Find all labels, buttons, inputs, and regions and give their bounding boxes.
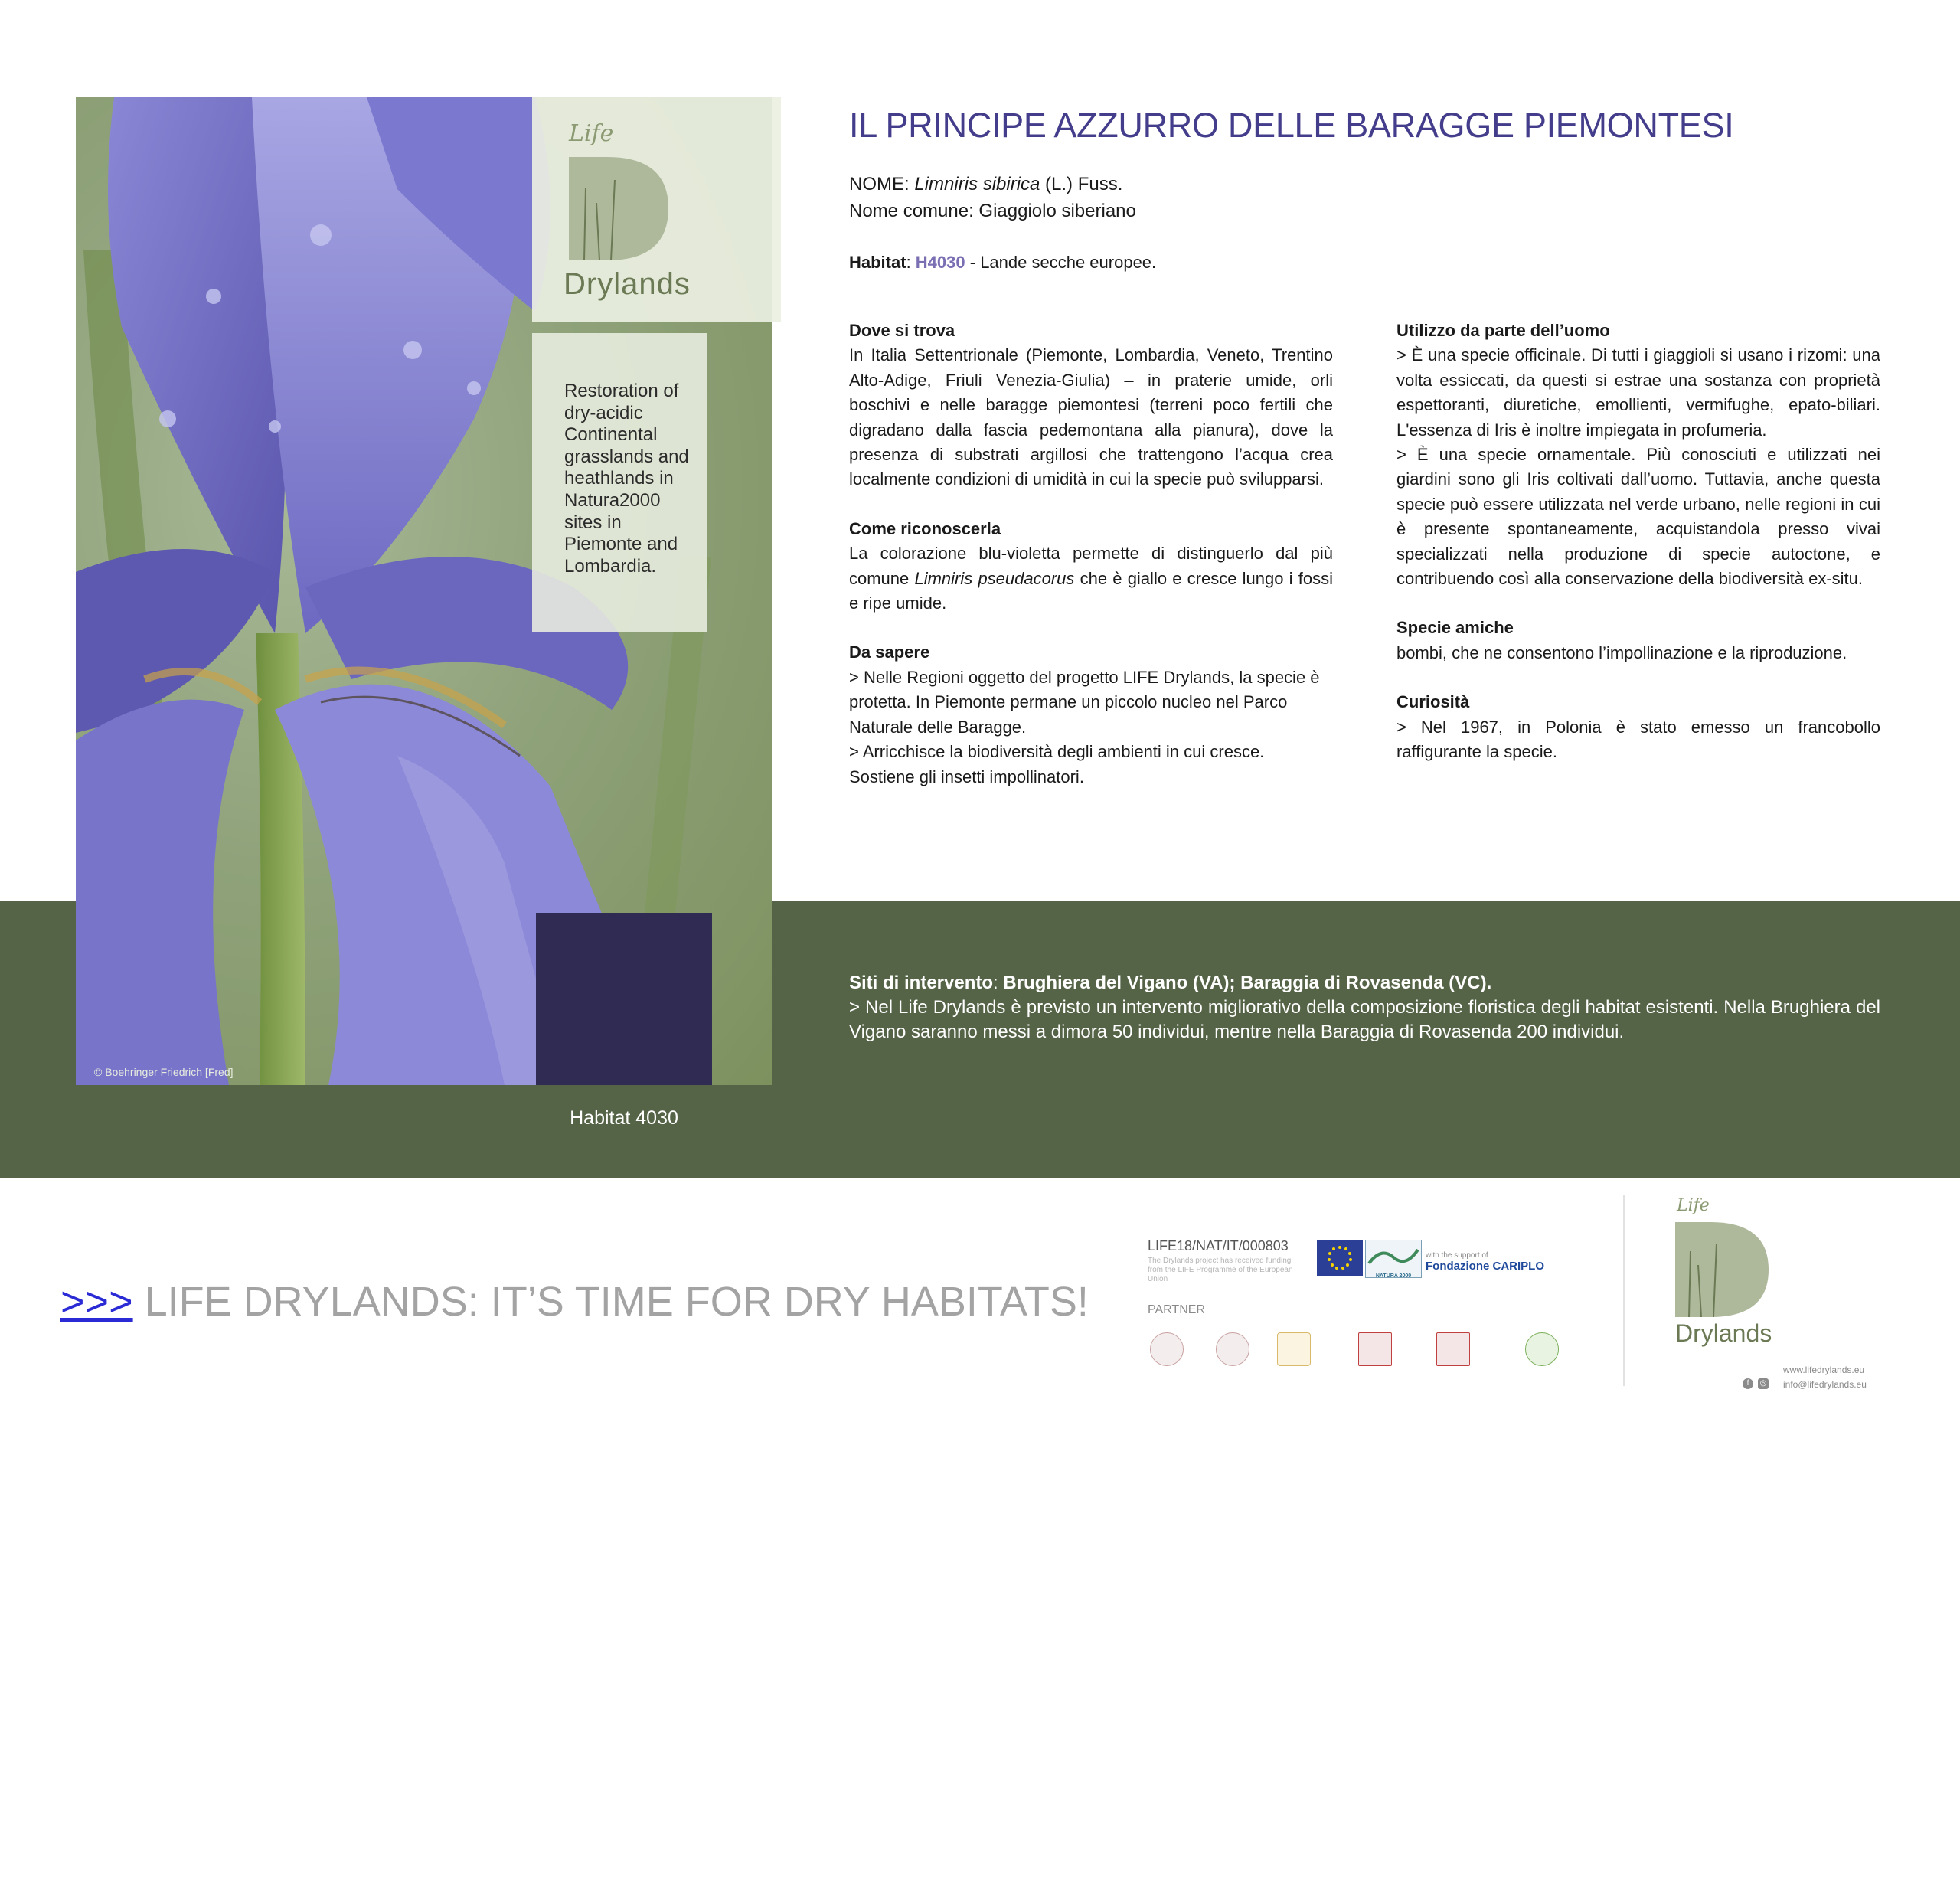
intervention-sites xyxy=(849,971,1880,1044)
page-title: IL PRINCIPE AZZURRO DELLE BARAGGE PIEMONTESI xyxy=(849,106,1734,145)
come-heading: Come riconoscerla xyxy=(849,518,1001,538)
curiosita-heading: Curiosità xyxy=(1396,692,1470,712)
project-description: Restoration of dry-acidic Continental grasslands and heathlands in Natura2000 sites in Piemonte and Lombardia. xyxy=(564,381,689,577)
logo-brand-text: Drylands xyxy=(564,267,691,301)
common-name: Nome comune: Giaggiolo siberiano xyxy=(849,201,1136,221)
natura2000-logo xyxy=(1365,1240,1422,1278)
sites-names: Brughiera del Vigano (VA); Baraggia di Rovasenda (VC). xyxy=(1003,972,1492,993)
habitat-label-text: Habitat xyxy=(849,253,906,272)
dove-text: In Italia Settentrionale (Piemonte, Lombardia, Veneto, Trentino Alto-Adige, Friuli Venezia-Giulia) – in praterie umide, orli boschivi e nelle baragge piemontesi (terreni poco fertili che digradano dalla fascia pedemontana alla pianura), dove la presenza di substrati argillosi che trattengono l’acqua crea localmente condizioni di umidità in cui la specie può svilupparsi. xyxy=(849,345,1333,489)
section-come xyxy=(849,517,1333,616)
come-text-italic: Limniris pseudacorus xyxy=(914,568,1075,588)
footer-divider xyxy=(1623,1195,1625,1386)
drylands-d-logo-icon xyxy=(569,157,668,260)
partner-logo-ersaf xyxy=(1525,1332,1559,1366)
habitat-label: Habitat 4030 xyxy=(570,1107,678,1129)
cariplo-small: with the support of xyxy=(1426,1251,1488,1260)
amiche-text: bombi, che ne consentono l’impollinazione e la riproduzione. xyxy=(1396,642,1847,662)
instagram-icon[interactable]: ◎ xyxy=(1758,1378,1769,1389)
scientific-name-line xyxy=(849,171,1136,198)
contact-email[interactable]: info@lifedrylands.eu xyxy=(1783,1379,1867,1390)
sapere-heading: Da sapere xyxy=(849,642,930,662)
come-text xyxy=(849,541,1333,616)
habitat-code: H4030 xyxy=(915,253,965,272)
nome-label: NOME: xyxy=(849,174,915,194)
amiche-heading: Specie amiche xyxy=(1396,618,1514,638)
logo-life-word: Life xyxy=(569,120,614,147)
drylands-logo-box xyxy=(532,97,781,322)
habitat-line xyxy=(849,253,1156,273)
eu-flag-logo xyxy=(1317,1240,1363,1276)
sites-text: > Nel Life Drylands è previsto un intervento migliorativo della composizione floristica degli habitat esistenti. Nella Brughiera del Vigano saranno messi a dimora 50 individui, mentre nella Baraggia di Rovasenda 200 individui. xyxy=(849,997,1880,1042)
eu-stars-icon xyxy=(1317,1240,1363,1276)
footer-tagline xyxy=(60,1278,1089,1325)
section-curiosita xyxy=(1396,690,1880,764)
right-column xyxy=(1396,319,1880,789)
come-text-1: La colorazione blu-violetta permette di distinguerlo dal più comune xyxy=(849,544,1333,588)
partner-logo-pavia xyxy=(1150,1332,1184,1366)
author-name: (L.) Fuss. xyxy=(1040,174,1123,194)
life-project-code: LIFE18/NAT/IT/000803 xyxy=(1148,1238,1289,1254)
section-utilizzo xyxy=(1396,319,1880,591)
left-column xyxy=(849,319,1333,814)
section-amiche xyxy=(1396,616,1880,665)
scientific-name: Limniris sibirica xyxy=(914,174,1040,194)
utilizzo-text-1: > È una specie officinale. Di tutti i giaggioli si usano i rizomi: una volta essiccati, da questi si estrae una sostanza con proprietà espettoranti, diuretiche, emollienti, vermifughe, epato-biliari. L'essenza di Iris è inoltre impiegata in profumeria. xyxy=(1396,345,1880,440)
partner-logo-parco-ticino xyxy=(1277,1332,1311,1366)
facebook-icon[interactable]: f xyxy=(1743,1378,1753,1389)
tagline-text: LIFE DRYLANDS: IT’S TIME FOR DRY HABITATS! xyxy=(132,1279,1089,1325)
partner-label: PARTNER xyxy=(1148,1303,1205,1316)
partner-logo-baragge xyxy=(1436,1332,1470,1366)
funding-note: The Drylands project has received funding from the LIFE Programme of the European Union xyxy=(1148,1257,1293,1283)
dove-heading: Dove si trova xyxy=(849,321,956,340)
website-url[interactable]: www.lifedrylands.eu xyxy=(1783,1365,1865,1375)
partner-logo-piemonte-orientale xyxy=(1216,1332,1250,1366)
utilizzo-heading: Utilizzo da parte dell’uomo xyxy=(1396,321,1610,340)
natura-label: NATURA 2000 xyxy=(1375,1273,1412,1279)
sapere-text-1: > Nelle Regioni oggetto del progetto LIFE Drylands, la specie è protetta. In Piemonte permane un piccolo nucleo nel Parco Naturale delle Baragge. xyxy=(849,667,1320,737)
curiosita-text: > Nel 1967, in Polonia è stato emesso un francobollo raffigurante la specie. xyxy=(1396,717,1880,762)
cariplo-name: Fondazione CARIPLO xyxy=(1426,1260,1544,1273)
sapere-text-2: > Arricchisce la biodiversità degli ambienti in cui cresce. Sostiene gli insetti impollinatori. xyxy=(849,742,1265,786)
footer-logo-brand: Drylands xyxy=(1675,1319,1772,1347)
species-name-block xyxy=(849,171,1136,224)
footer-logo-life: Life xyxy=(1677,1196,1710,1215)
natura-wave-icon xyxy=(1366,1240,1421,1270)
sites-line xyxy=(849,971,1880,995)
come-text-2: che è giallo e cresce lungo i fossi e ripe umide. xyxy=(849,568,1333,613)
utilizzo-text-2: > È una specie ornamentale. Più conosciuti e utilizzati nei giardini sono gli Iris coltivati dall’uomo. Tuttavia, anche questa specie può essere utilizzata nel verde urbano, nelle regioni in cui è presente spontaneamente, acquistandola presso vivai specializzati nella produzione di specie autoctone, e contribuendo così alla conservazione della biodiversità ex-situ. xyxy=(1396,445,1880,589)
tagline-link-arrows[interactable]: >>> xyxy=(60,1279,133,1325)
cariplo-logo xyxy=(1426,1251,1544,1273)
section-sapere xyxy=(849,640,1333,789)
sites-sep: : xyxy=(993,972,1004,993)
project-description-box xyxy=(532,333,707,632)
sites-label: Siti di intervento xyxy=(849,972,994,993)
section-dove xyxy=(849,319,1333,492)
partner-logo-regione-piemonte xyxy=(1358,1332,1392,1366)
footer-d-logo-icon xyxy=(1675,1222,1769,1317)
habitat-sep: : xyxy=(906,253,916,272)
species-box xyxy=(536,913,712,1885)
photo-credit: © Boehringer Friedrich [Fred] xyxy=(94,1066,234,1078)
habitat-description: - Lande secche europee. xyxy=(965,253,1157,272)
species-label: Limniris sibirica L. xyxy=(563,1868,685,1885)
